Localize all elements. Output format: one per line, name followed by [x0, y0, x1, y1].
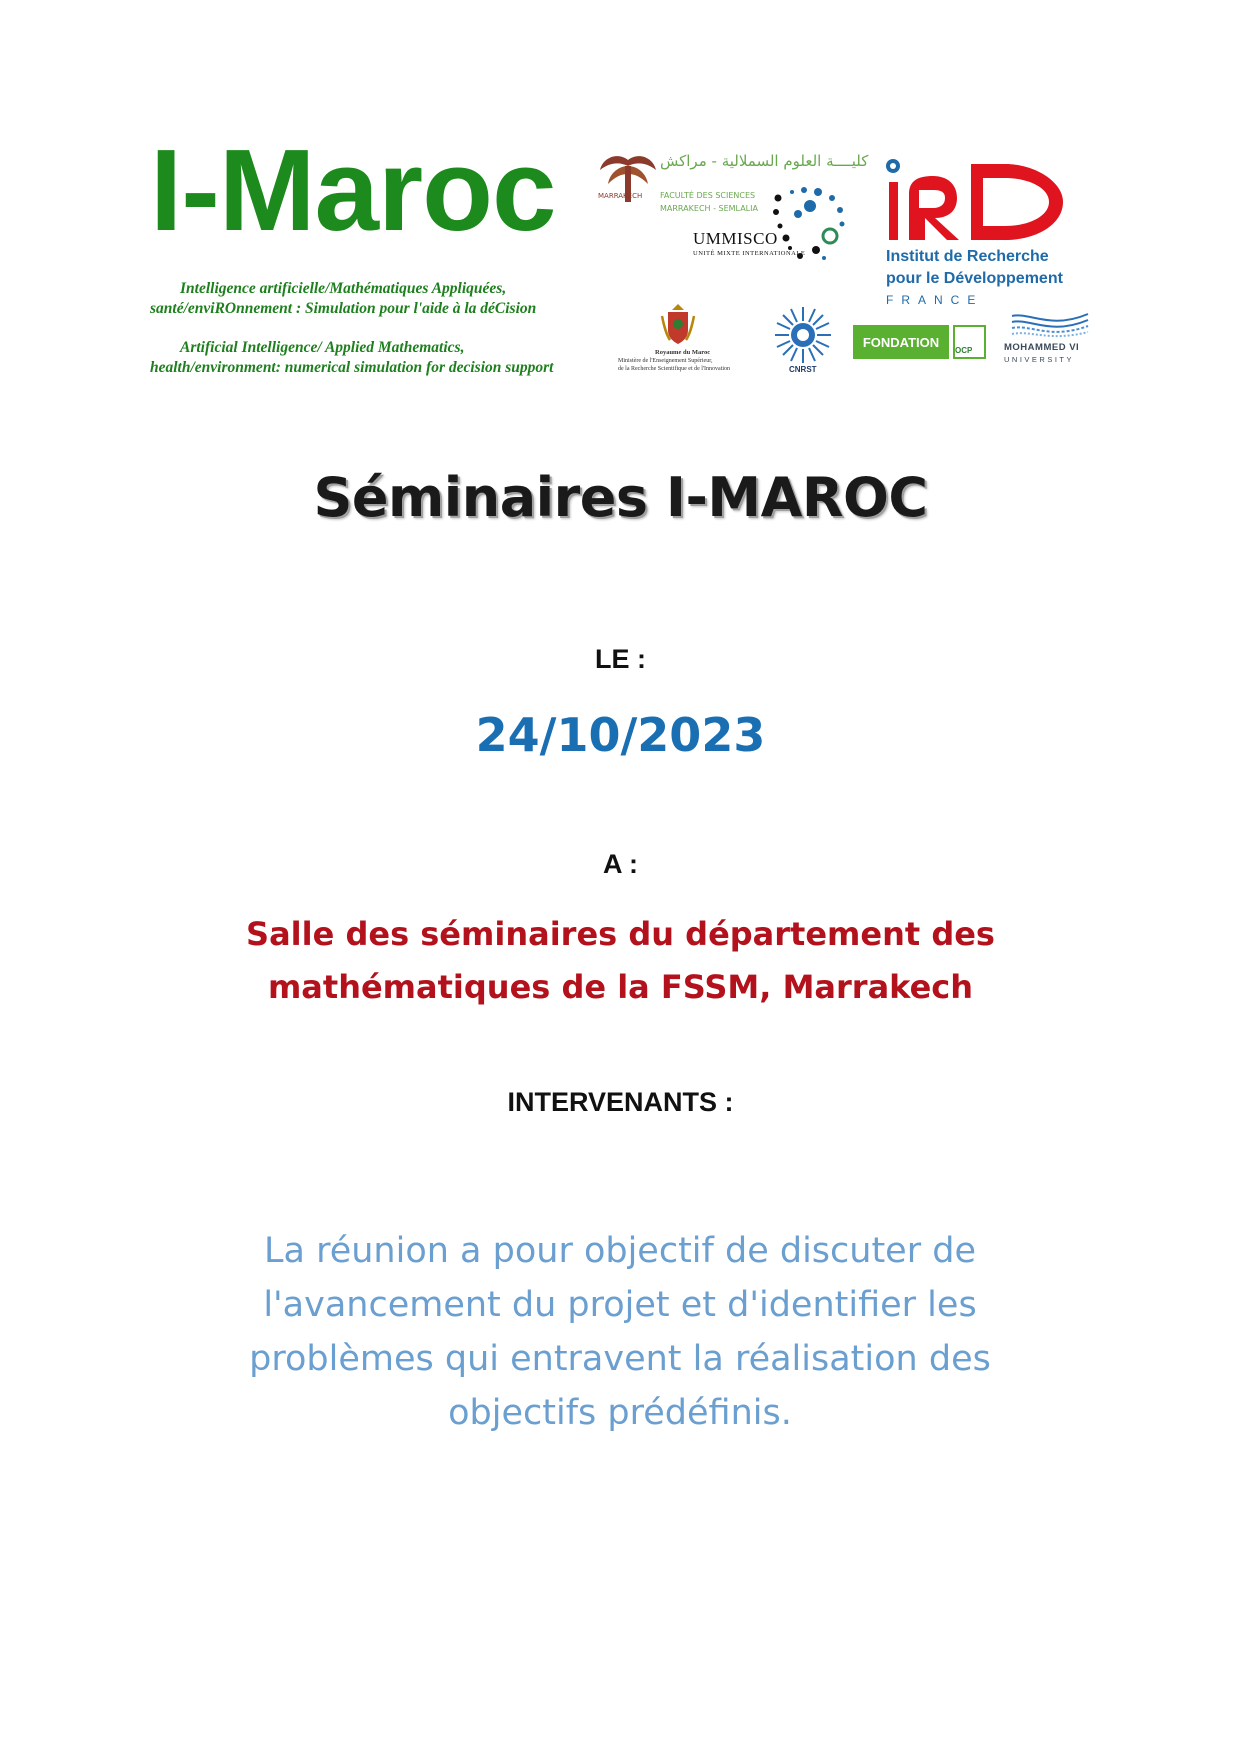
ministry-line3: de la Recherche Scientifique et de l'Innovation	[618, 366, 731, 372]
sunburst-icon	[773, 305, 833, 365]
speakers-label: INTERVENANTS :	[507, 1087, 734, 1117]
dots-globe-icon	[770, 186, 850, 271]
ird-letters-icon	[885, 154, 1075, 244]
wave-grid-icon	[1010, 310, 1090, 342]
tagline-french	[150, 279, 536, 319]
fondation-label: FONDATION	[853, 325, 949, 359]
ministry-line1: Royaume du Maroc	[655, 349, 711, 356]
tagline-french-line2: santé/enviROnnement : Simulation pour l'aide à la déCision	[150, 300, 537, 317]
page-title: Séminaires I-MAROC	[313, 466, 928, 529]
coat-of-arms-icon	[660, 302, 696, 346]
fssm-line2: MARRAKECH - SEMLALIA	[660, 204, 758, 213]
um6p-line2: UNIVERSITY	[1004, 355, 1075, 364]
cnrst-name: CNRST	[789, 365, 817, 374]
date-value: 24/10/2023	[475, 708, 766, 762]
ummisco-subtitle: UNITÉ MIXTE INTERNATIONALE	[693, 250, 806, 257]
tagline-english-line2: health/environment: numerical simulation for decision support	[150, 359, 554, 376]
meeting-description: La réunion a pour objectif de discuter de l'avancement du projet et d'identifier les problèmes qui entravent la réalisation des objectifs prédéfinis.	[249, 1231, 991, 1433]
place-label: A :	[603, 849, 638, 879]
um6p-line1: MOHAMMED VI	[1004, 342, 1080, 353]
place-line2: mathématiques de la FSSM, Marrakech	[267, 968, 974, 1006]
fssm-city: MARRAKECH	[598, 192, 643, 200]
fssm-line1: FACULTÉ DES SCIENCES	[660, 191, 756, 200]
ird-line3: FRANCE	[886, 293, 984, 307]
place-value	[0, 908, 1241, 1014]
ocp-label: OCP	[955, 346, 973, 355]
ummisco-name: UMMISCO	[693, 229, 778, 248]
fssm-arabic-name: كليــــة العلوم السملالية - مراكش	[660, 152, 869, 170]
ird-line2: pour le Développement	[886, 270, 1063, 287]
date-label: LE :	[595, 644, 646, 674]
brand-title: I-Maroc	[150, 125, 556, 255]
ird-line1: Institut de Recherche	[886, 248, 1049, 265]
tagline-french-line1: Intelligence artificielle/Mathématiques Appliquées,	[180, 280, 507, 297]
tagline-english	[150, 338, 554, 378]
place-line1: Salle des séminaires du département des	[246, 915, 995, 953]
tagline-english-line1: Artificial Intelligence/ Applied Mathematics,	[180, 339, 465, 356]
ministry-line2: Ministère de l'Enseignement Supérieur,	[618, 358, 713, 364]
